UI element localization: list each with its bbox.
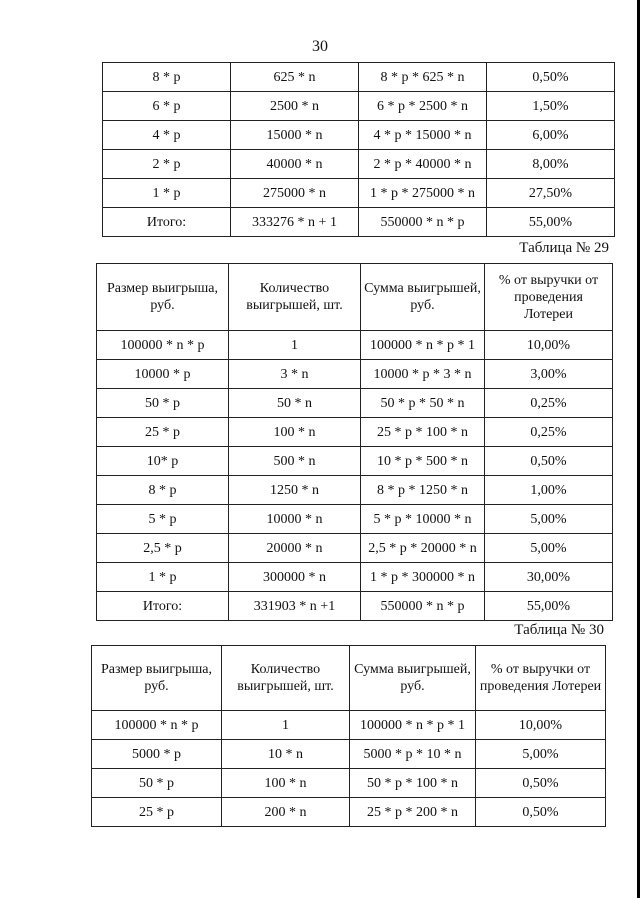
table-cell: 10,00% — [485, 331, 613, 360]
header-cell-revenue-percent: % от выручки от проведения Лотереи — [485, 264, 613, 331]
table-cell: 6 * p * 2500 * n — [359, 92, 487, 121]
table-cell: 2 * p — [103, 150, 231, 179]
table-cell: 331903 * n +1 — [229, 592, 361, 621]
prize-table-30 — [91, 645, 606, 827]
table-cell: 100000 * n * p — [92, 711, 222, 740]
table-cell: 1 * p * 300000 * n — [361, 563, 485, 592]
table-cell: 5000 * p * 10 * n — [350, 740, 476, 769]
table-cell: 6,00% — [487, 121, 615, 150]
table-cell: 55,00% — [485, 592, 613, 621]
table-row — [92, 769, 606, 798]
table-cell: Итого: — [97, 592, 229, 621]
table-cell: 10000 * p — [97, 360, 229, 389]
header-cell-prize-size: Размер выигрыша, руб. — [92, 646, 222, 711]
table-row — [103, 121, 615, 150]
table-cell: 50 * p * 100 * n — [350, 769, 476, 798]
table-cell: 10* p — [97, 447, 229, 476]
table-cell: 1 — [229, 331, 361, 360]
table-cell: 8 * p — [97, 476, 229, 505]
table-cell: 6 * p — [103, 92, 231, 121]
table-row — [97, 505, 613, 534]
table-cell: 25 * p * 100 * n — [361, 418, 485, 447]
table-29-caption: Таблица № 29 — [519, 240, 609, 256]
table-cell: 8,00% — [487, 150, 615, 179]
table-cell: 50 * p — [97, 389, 229, 418]
table-cell: 4 * p * 15000 * n — [359, 121, 487, 150]
table-cell: 4 * p — [103, 121, 231, 150]
table-row-total — [97, 592, 613, 621]
table-cell: 10 * p * 500 * n — [361, 447, 485, 476]
table-cell: 1250 * n — [229, 476, 361, 505]
table-cell: 0,50% — [476, 798, 606, 827]
table-cell: 550000 * n * p — [361, 592, 485, 621]
table-row — [92, 740, 606, 769]
table-cell: 10000 * p * 3 * n — [361, 360, 485, 389]
table-body — [92, 711, 606, 827]
table-cell: 3 * n — [229, 360, 361, 389]
table-header-row — [92, 646, 606, 711]
table-cell: 0,25% — [485, 418, 613, 447]
table-header — [97, 264, 613, 331]
table-cell: 8 * p * 625 * n — [359, 63, 487, 92]
table-cell: 0,50% — [487, 63, 615, 92]
table-row — [97, 447, 613, 476]
table-cell: 100000 * n * p — [97, 331, 229, 360]
header-cell-prize-count: Количество выигрышей, шт. — [222, 646, 350, 711]
prize-table-continued — [102, 62, 615, 237]
table-cell: 100000 * n * p * 1 — [350, 711, 476, 740]
table-cell: 10,00% — [476, 711, 606, 740]
table-cell: 15000 * n — [231, 121, 359, 150]
table-row — [92, 711, 606, 740]
table-header — [92, 646, 606, 711]
table-cell: 25 * p — [97, 418, 229, 447]
table-cell: 2,5 * p * 20000 * n — [361, 534, 485, 563]
table-cell: 275000 * n — [231, 179, 359, 208]
page-number: 30 — [312, 38, 328, 55]
table-cell: 0,25% — [485, 389, 613, 418]
table-cell: 8 * p * 1250 * n — [361, 476, 485, 505]
table-cell: 2 * p * 40000 * n — [359, 150, 487, 179]
table-cell: 5000 * p — [92, 740, 222, 769]
table-body — [97, 331, 613, 621]
table-cell: 55,00% — [487, 208, 615, 237]
table-cell: 10 * n — [222, 740, 350, 769]
header-cell-prize-count: Количество выигрышей, шт. — [229, 264, 361, 331]
header-cell-revenue-percent: % от выручки от проведения Лотереи — [476, 646, 606, 711]
table-cell: 5,00% — [476, 740, 606, 769]
table-cell: 50 * p * 50 * n — [361, 389, 485, 418]
table-row — [97, 389, 613, 418]
table-body — [103, 63, 615, 237]
table-row — [92, 798, 606, 827]
table-cell: 5,00% — [485, 505, 613, 534]
table-row — [97, 476, 613, 505]
table-cell: 0,50% — [485, 447, 613, 476]
table-cell: 333276 * n + 1 — [231, 208, 359, 237]
table-header-row — [97, 264, 613, 331]
table-cell: 25 * p * 200 * n — [350, 798, 476, 827]
table-cell: 2500 * n — [231, 92, 359, 121]
table-row-total — [103, 208, 615, 237]
header-cell-prize-sum: Сумма выигрышей, руб. — [361, 264, 485, 331]
table-row — [97, 418, 613, 447]
table-row — [97, 534, 613, 563]
table-cell: 5 * p * 10000 * n — [361, 505, 485, 534]
header-cell-prize-sum: Сумма выигрышей, руб. — [350, 646, 476, 711]
table-cell: 100 * n — [222, 769, 350, 798]
table-cell: 5,00% — [485, 534, 613, 563]
table-cell: 30,00% — [485, 563, 613, 592]
table-row — [97, 360, 613, 389]
table-cell: 27,50% — [487, 179, 615, 208]
table-cell: 20000 * n — [229, 534, 361, 563]
table-row — [97, 331, 613, 360]
table-cell: 8 * p — [103, 63, 231, 92]
table-cell: 550000 * n * p — [359, 208, 487, 237]
table-cell: 1 * p * 275000 * n — [359, 179, 487, 208]
table-cell: 300000 * n — [229, 563, 361, 592]
table-cell: 100 * n — [229, 418, 361, 447]
table-cell: 5 * p — [97, 505, 229, 534]
table-cell: 1 * p — [103, 179, 231, 208]
table-cell: 3,00% — [485, 360, 613, 389]
table-cell: 50 * p — [92, 769, 222, 798]
prize-table-29 — [96, 263, 613, 621]
table-cell: 100000 * n * p * 1 — [361, 331, 485, 360]
table-cell: 25 * p — [92, 798, 222, 827]
table-cell: 200 * n — [222, 798, 350, 827]
table-30-caption: Таблица № 30 — [514, 622, 604, 638]
table-cell: 2,5 * p — [97, 534, 229, 563]
table-cell: 1,50% — [487, 92, 615, 121]
table-cell: Итого: — [103, 208, 231, 237]
table-row — [103, 92, 615, 121]
table-cell: 1 — [222, 711, 350, 740]
table-row — [97, 563, 613, 592]
table-row — [103, 179, 615, 208]
table-cell: 1 * p — [97, 563, 229, 592]
table-cell: 625 * n — [231, 63, 359, 92]
table-cell: 10000 * n — [229, 505, 361, 534]
table-cell: 40000 * n — [231, 150, 359, 179]
table-row — [103, 150, 615, 179]
table-row — [103, 63, 615, 92]
header-cell-prize-size: Размер выигрыша, руб. — [97, 264, 229, 331]
table-cell: 50 * n — [229, 389, 361, 418]
table-cell: 1,00% — [485, 476, 613, 505]
table-cell: 500 * n — [229, 447, 361, 476]
table-cell: 0,50% — [476, 769, 606, 798]
